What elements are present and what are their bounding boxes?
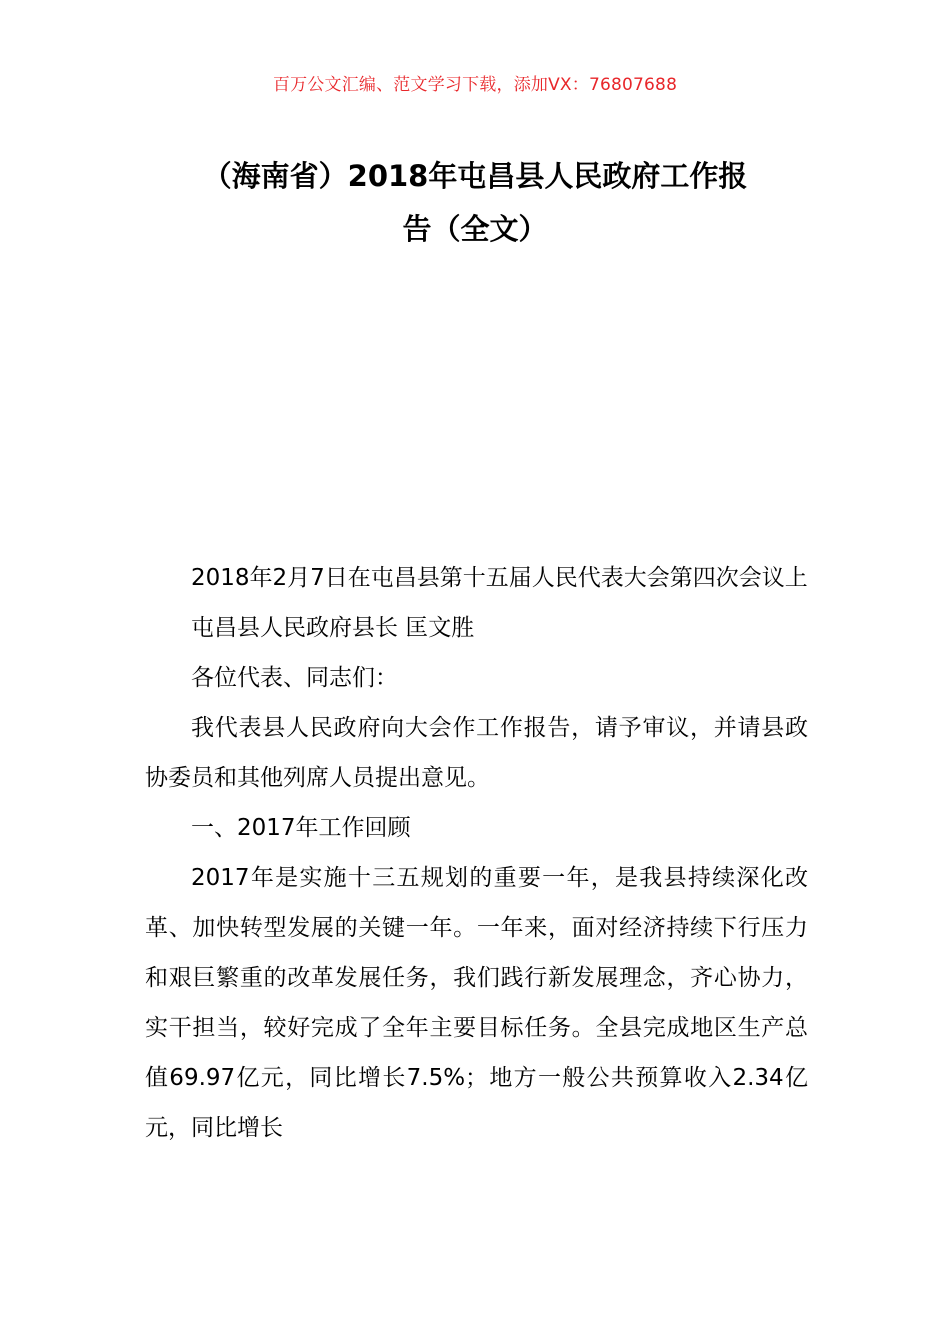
document-body <box>145 553 808 1153</box>
intro-paragraph: 我代表县人民政府向大会作工作报告，请予审议，并请县政协委员和其他列席人员提出意见。 <box>145 715 808 791</box>
review-paragraph: 2017年是实施十三五规划的重要一年，是我县持续深化改革、加快转型发展的关键一年。一年来，面对经济持续下行压力和艰巨繁重的改革发展任务，我们践行新发展理念，齐心协力，实干担当，较好完成了全年主要目标任务。全县完成地区生产总值69.97亿元，同比增长7.5%；地方一般公共预算收入2.34亿元，同比增长 <box>145 865 808 1141</box>
document-title-line-1: （海南省）2018年屯昌县人民政府工作报 <box>202 159 748 193</box>
document-title-line-2: 告（全文） <box>402 212 548 246</box>
document-title <box>140 150 810 256</box>
section-heading: 一、2017年工作回顾 <box>191 815 411 841</box>
salutation-paragraph: 各位代表、同志们： <box>191 665 398 691</box>
speaker-line: 屯昌县人民政府县长 匡文胜 <box>191 615 475 641</box>
meeting-info-paragraph: 2018年2月7日在屯昌县第十五届人民代表大会第四次会议上 <box>191 565 808 591</box>
header-promo-note: 百万公文汇编、范文学习下载，添加VX：76807688 <box>272 75 678 95</box>
